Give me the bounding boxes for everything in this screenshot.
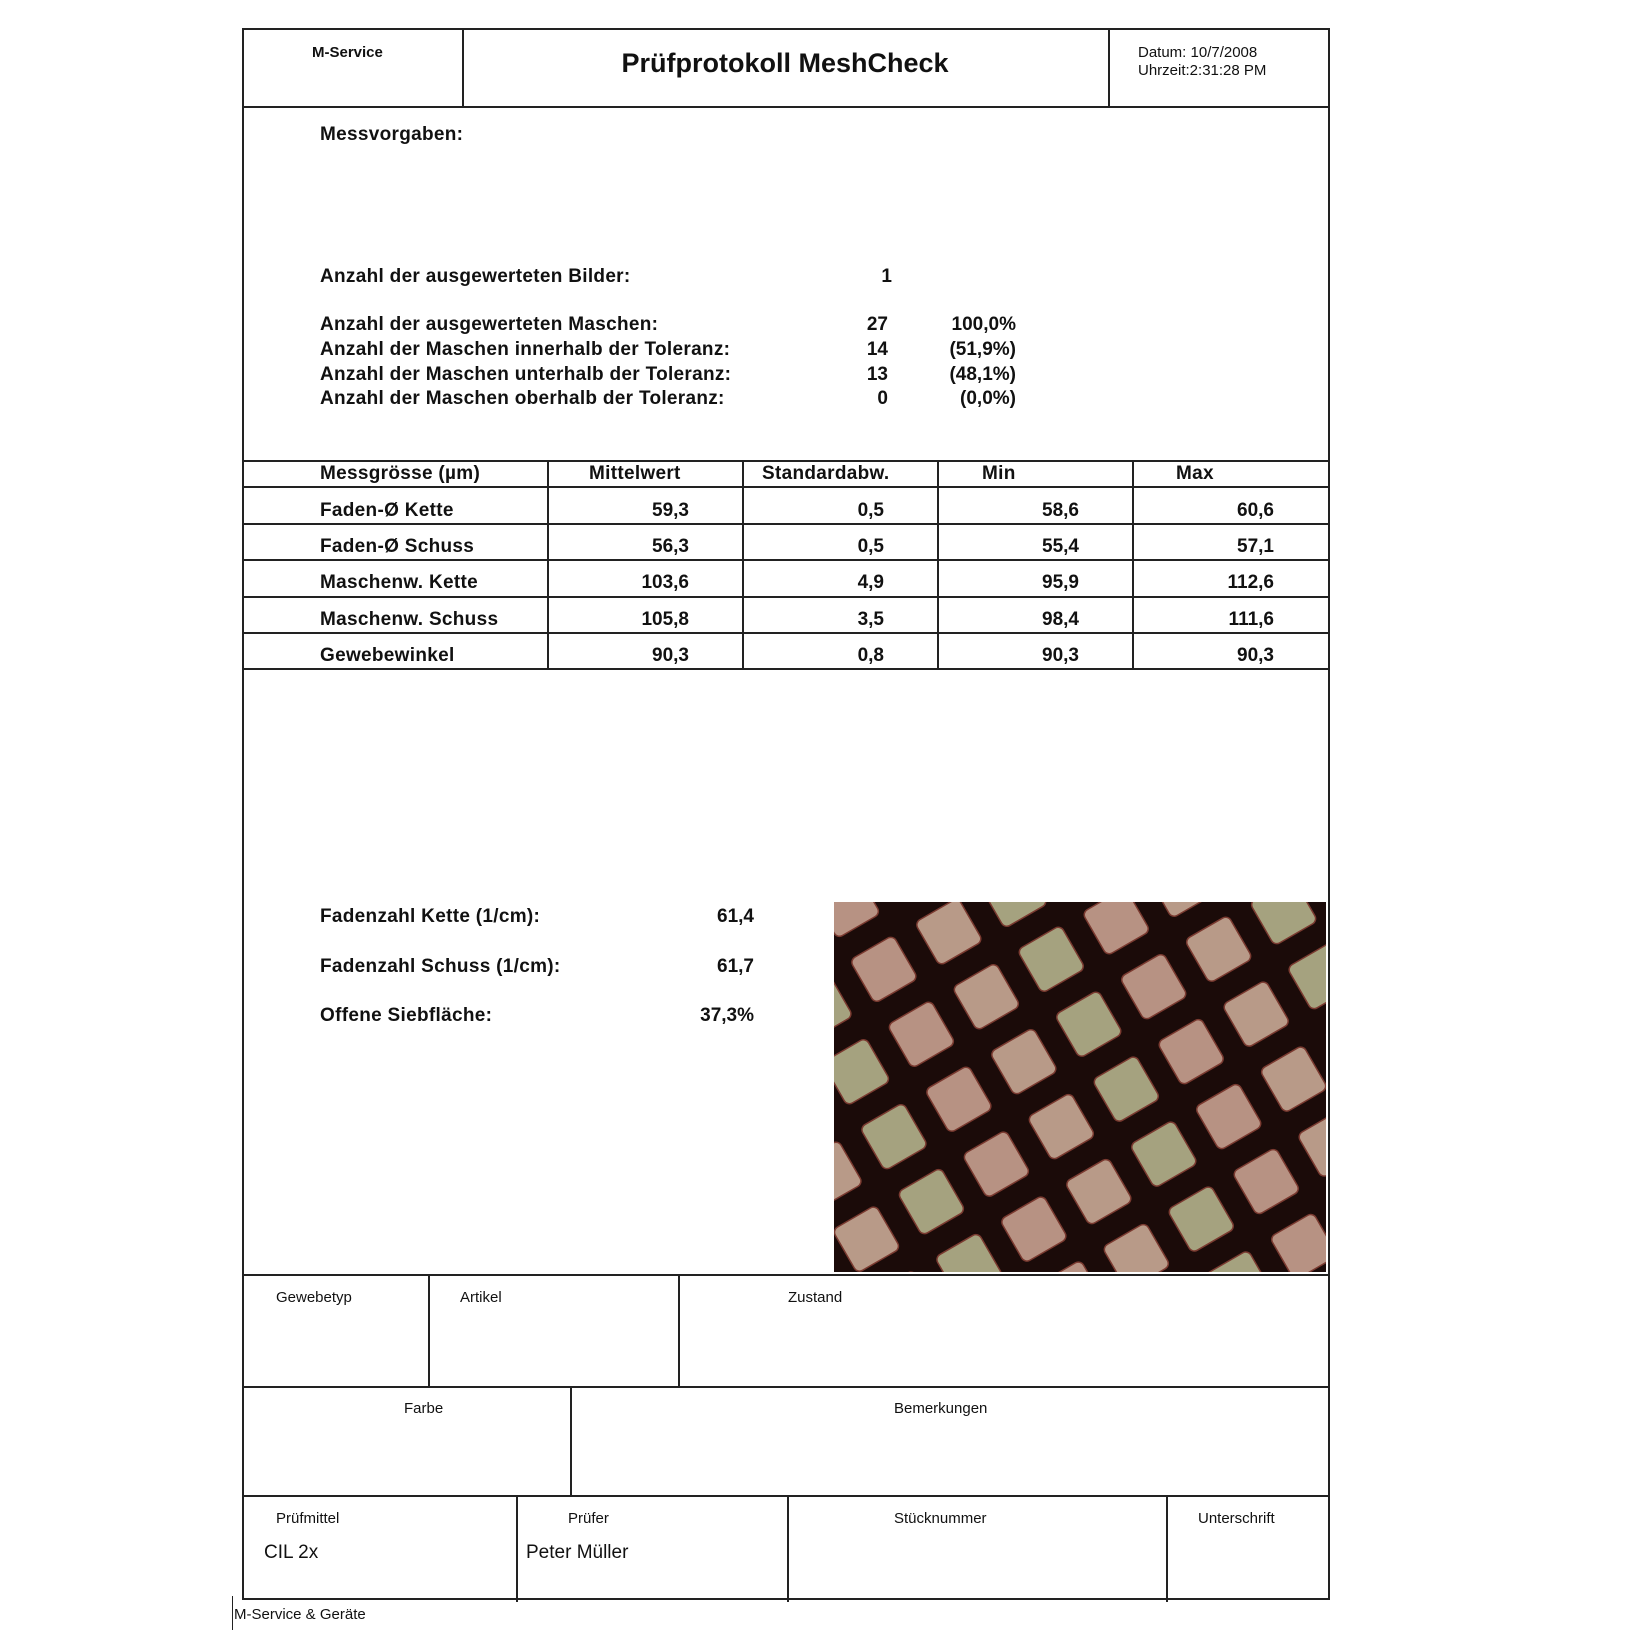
table-cell: 58,6 (1042, 500, 1079, 521)
company-name: M-Service (312, 44, 383, 61)
table-col-divider (1132, 460, 1134, 668)
table-cell: 95,9 (1042, 572, 1079, 593)
mesh-micrograph (834, 902, 1326, 1272)
table-cell: 56,3 (652, 536, 689, 557)
mesh-stat-label: Anzahl der Maschen innerhalb der Toleranz: (320, 339, 731, 360)
table-rule (244, 559, 1328, 561)
table-row-label: Faden-Ø Schuss (320, 536, 475, 557)
mesh-stat-percent: (51,9%) (949, 339, 1016, 360)
count-value: 61,7 (717, 956, 754, 977)
mesh-stat-label: Anzahl der ausgewerteten Maschen: (320, 314, 659, 335)
table-cell: 111,6 (1228, 609, 1274, 630)
field-zustand-label: Zustand (788, 1289, 843, 1306)
table-col-divider (937, 460, 939, 668)
form-divider (428, 1274, 430, 1386)
report-title: Prüfprotokoll MeshCheck (621, 48, 949, 78)
field-bemerkungen-label: Bemerkungen (894, 1400, 988, 1417)
mesh-stat-count: 13 (866, 364, 888, 385)
table-rule (244, 632, 1328, 634)
table-cell: 98,4 (1042, 609, 1079, 630)
field-pruefmittel-value: CIL 2x (264, 1542, 319, 1563)
table-cell: 112,6 (1227, 572, 1274, 593)
mesh-stat-percent: (0,0%) (960, 388, 1016, 409)
table-header: Min (982, 463, 1016, 484)
field-stuecknummer-label: Stücknummer (894, 1510, 987, 1527)
table-cell: 105,8 (641, 609, 689, 630)
table-cell: 59,3 (652, 500, 689, 521)
table-row-label: Faden-Ø Kette (320, 500, 454, 521)
report-date: Datum: 10/7/2008 (1138, 44, 1258, 61)
table-cell: 90,3 (652, 645, 689, 666)
protocol-page (242, 28, 1330, 1600)
table-rule (244, 523, 1328, 525)
table-cell: 0,8 (857, 645, 884, 666)
table-row-label: Maschenw. Kette (320, 572, 478, 593)
mesh-stat-count: 14 (866, 339, 888, 360)
count-value: 61,4 (717, 906, 754, 927)
table-cell: 0,5 (857, 500, 884, 521)
form-divider (570, 1386, 572, 1495)
table-cell: 55,4 (1042, 536, 1079, 557)
report-time: Uhrzeit:2:31:28 PM (1138, 62, 1267, 79)
mesh-stat-count: 0 (877, 388, 888, 409)
form-rule (244, 1386, 1328, 1388)
table-header: Mittelwert (589, 463, 681, 484)
header-divider (1108, 30, 1110, 106)
table-cell: 103,6 (641, 572, 689, 593)
table-col-divider (742, 460, 744, 668)
images-label: Anzahl der ausgewerteten Bilder: (320, 266, 631, 287)
field-pruefer-label: Prüfer (568, 1510, 609, 1527)
table-cell: 90,3 (1042, 645, 1079, 666)
table-cell: 57,1 (1237, 536, 1274, 557)
specs-heading: Messvorgaben: (320, 124, 464, 145)
table-rule (244, 460, 1328, 462)
table-rule (244, 668, 1328, 670)
footer-text: M-Service & Geräte (234, 1606, 366, 1623)
table-header: Max (1176, 463, 1214, 484)
header-rule (244, 106, 1328, 108)
count-label: Fadenzahl Schuss (1/cm): (320, 956, 561, 977)
field-pruefer-value: Peter Müller (526, 1542, 629, 1563)
form-divider (1166, 1495, 1168, 1602)
table-cell: 4,9 (857, 572, 884, 593)
mesh-stat-label: Anzahl der Maschen unterhalb der Toleranz: (320, 364, 732, 385)
field-unterschrift-label: Unterschrift (1198, 1510, 1275, 1527)
report-datetime (1138, 44, 1266, 80)
images-value: 1 (881, 266, 892, 287)
table-header: Standardabw. (762, 463, 890, 484)
mesh-stat-percent: 100,0% (951, 314, 1016, 335)
count-value: 37,3% (700, 1005, 754, 1026)
field-gewebetyp-label: Gewebetyp (276, 1289, 352, 1306)
table-header: Messgrösse (µm) (320, 463, 481, 484)
form-divider (516, 1495, 518, 1602)
table-rule (244, 596, 1328, 598)
table-row-label: Gewebewinkel (320, 645, 455, 666)
field-farbe-label: Farbe (404, 1400, 444, 1417)
field-pruefmittel-label: Prüfmittel (276, 1510, 340, 1527)
form-divider (678, 1274, 680, 1386)
table-cell: 3,5 (857, 609, 884, 630)
count-label: Fadenzahl Kette (1/cm): (320, 906, 541, 927)
mesh-pattern (834, 902, 1326, 1272)
count-label: Offene Siebfläche: (320, 1005, 493, 1026)
table-rule (244, 486, 1328, 488)
table-row-label: Maschenw. Schuss (320, 609, 499, 630)
text-cursor (232, 1596, 233, 1630)
table-cell: 0,5 (857, 536, 884, 557)
table-col-divider (547, 460, 549, 668)
mesh-stat-count: 27 (866, 314, 888, 335)
mesh-stat-label: Anzahl der Maschen oberhalb der Toleranz: (320, 388, 725, 409)
field-artikel-label: Artikel (460, 1289, 502, 1306)
table-cell: 60,6 (1237, 500, 1274, 521)
form-rule (244, 1274, 1328, 1276)
form-divider (787, 1495, 789, 1602)
table-cell: 90,3 (1237, 645, 1274, 666)
mesh-stat-percent: (48,1%) (949, 364, 1016, 385)
